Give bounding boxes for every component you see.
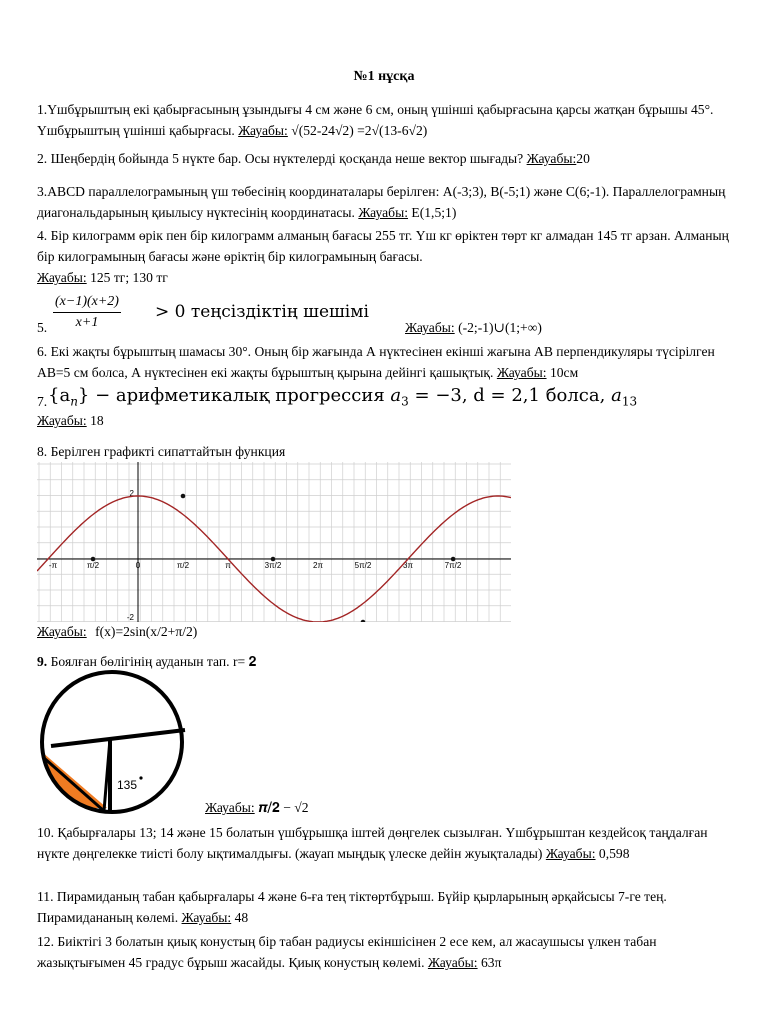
graph-point [91, 557, 96, 562]
answer-label: Жауабы: [545, 846, 596, 861]
question-4 [37, 225, 742, 288]
answer-label: Жауабы: [181, 910, 232, 925]
x-tick-label: 3π [403, 561, 413, 570]
question-5 [37, 292, 757, 340]
question-11-text: 11. Пирамиданың табан қабырғалары 4 және 6-ға тең тіктөртбұрыш. Бүйір қырларының әрқайсысы 7-ге тең. Пирамидананың көлемі. [37, 889, 667, 925]
fraction-denominator: x+1 [75, 315, 99, 330]
question-5-answer: (-2;-1)∪(1;+∞) [458, 320, 542, 335]
condition-word: болса, [545, 385, 612, 406]
answer-label: Жауабы: [238, 123, 288, 138]
radius-value: 𝟐 [248, 654, 257, 670]
question-12-answer: 63π [480, 955, 502, 970]
question-9-answer-rest: − √2 [279, 800, 309, 815]
x-tick-label: -π [48, 561, 58, 570]
x-tick-label: 0 [135, 561, 141, 570]
sequence-close: } [77, 385, 90, 406]
graph-grid [37, 462, 511, 622]
question-9-answer-line [205, 800, 309, 816]
sequence-index: n [70, 394, 78, 409]
x-tick-label: 2π [313, 561, 323, 570]
diameter-line [51, 730, 185, 746]
term-a13-index: 13 [621, 394, 638, 409]
y-tick-2: 2 [129, 489, 134, 498]
x-tick-label: 5π/2 [354, 561, 372, 570]
question-7-answer: 18 [90, 413, 104, 428]
answer-label: Жауабы: [358, 205, 409, 220]
x-tick-label: 3π/2 [264, 561, 282, 570]
question-7-number: 7. [37, 394, 48, 409]
question-3-answer: E(1,5;1) [411, 205, 457, 220]
question-6 [37, 341, 742, 383]
question-12-text: 12. Биіктігі 3 болатын қиық конустың бір табан радиусы екіншісінен 2 есе кем, ал жасаушысы үлкен табан жазықтығымен 45 градус бұрыш жасайды. Қиық конустың көлемі. [37, 934, 657, 970]
fraction-numerator: (x−1)(x+2) [53, 294, 121, 313]
question-5-fraction [53, 294, 121, 331]
question-7 [37, 384, 757, 412]
answer-label: Жауабы: [496, 365, 547, 380]
x-tick-label: π/2 [86, 561, 100, 570]
function-graph [37, 462, 511, 622]
graph-point [271, 557, 276, 562]
question-11 [37, 886, 742, 928]
question-10-text: 10. Қабырғалары 13; 14 және 15 болатын үшбұрышқа іштей дөңгелек сызылған. Үшбұрыштан кездейсоқ таңдалған нүкте дөңгелекке тиісті болу ықтималдығы. (жауап мыңдық үлеске дейін жуықталады) [37, 825, 708, 861]
answer-label: Жауабы: [427, 955, 478, 970]
answer-label: Жауабы: [205, 800, 255, 815]
question-4-answer: 125 тг; 130 тг [90, 270, 168, 285]
question-12 [37, 931, 742, 973]
question-8-text: 8. Берілген графикті сипаттайтын функция [37, 444, 286, 459]
x-tick-label: 7π/2 [444, 561, 462, 570]
question-9-text: Боялған бөлігінің ауданын тап. r= [47, 654, 249, 669]
term-a13: a [611, 385, 622, 406]
term-a3: a [390, 385, 402, 406]
term-a3-index: 3 [401, 394, 409, 409]
angle-label: 135 [117, 778, 138, 792]
question-8-answer-line [37, 621, 742, 642]
answer-label: Жауабы: [37, 413, 87, 428]
question-3-text: 3.ABCD параллелограмының үш төбесінің координаталары берілген: A(-3;3), B(-5;1) және C(6;-1). Параллелограмның диагональдарының қиылысу нүктесінің координатасы. [37, 184, 726, 220]
question-1-answer: √(52-24√2) =2√(13-6√2) [291, 123, 428, 138]
answer-label: Жауабы: [405, 320, 455, 335]
question-2 [37, 148, 742, 169]
question-1 [37, 99, 742, 141]
question-2-answer: 20 [576, 151, 590, 166]
answer-label: Жауабы: [37, 624, 87, 639]
x-tick-label: π/2 [176, 561, 190, 570]
graph-point [181, 494, 186, 499]
question-8-answer: f(x)=2sin(x/2+π/2) [95, 624, 198, 639]
question-5-number: 5. [37, 320, 48, 335]
question-9-answer-pi: 𝝅/𝟐 [258, 800, 280, 816]
y-tick-neg2: -2 [126, 613, 134, 622]
sequence-open: {a [48, 385, 71, 406]
question-6-text: 6. Екі жақты бұрыштың шамасы 30°. Оның бір жағында А нүктесінен екінші жағына АВ перпендикуляры түсірілген АВ=5 см болса, А нүктесінен екі жақты бұрыштың қырына дейінгі қашықтық. [37, 344, 715, 380]
degree-mark [139, 776, 142, 779]
sequence-condition: = −3, d = 2,1 [408, 385, 546, 406]
question-11-answer: 48 [234, 910, 249, 925]
question-3 [37, 181, 742, 223]
question-1-text: 1.Үшбұрыштың екі қабырғасының ұзындығы 4 см және 6 см, оның үшінші қабырғасына қарсы жатқан бұрышы 45°. Үшбұрыштың үшінші қабырғасы. [37, 102, 714, 138]
x-tick-label: π [225, 561, 231, 570]
question-6-answer: 10см [549, 365, 579, 380]
question-4-text: 4. Бір килограмм өрік пен бір килограмм алманың бағасы 255 тг. Үш кг өріктен төрт кг алмадан 145 тг арзан. Алманың бір килограмының бағасы және өріктің бір килограмының бағасы. [37, 228, 729, 264]
question-5-inequality: > 0 теңсіздіктің шешімі [155, 302, 369, 322]
question-10-answer: 0,598 [598, 846, 630, 861]
sequence-description: − арифметикалық прогрессия [89, 385, 391, 406]
answer-label: Жауабы: [37, 270, 87, 285]
question-2-text: 2. Шеңбердің бойында 5 нүкте бар. Осы нүктелерді қосқанда неше вектор шығады? [37, 151, 524, 166]
answer-label: Жауабы: [526, 151, 577, 166]
question-10 [37, 822, 742, 864]
question-7-answer-line [37, 410, 742, 431]
graph-point [451, 557, 456, 562]
page-title: №1 нұсқа [353, 69, 415, 84]
question-9-label: 9. [37, 654, 48, 669]
circle-figure [37, 668, 197, 818]
